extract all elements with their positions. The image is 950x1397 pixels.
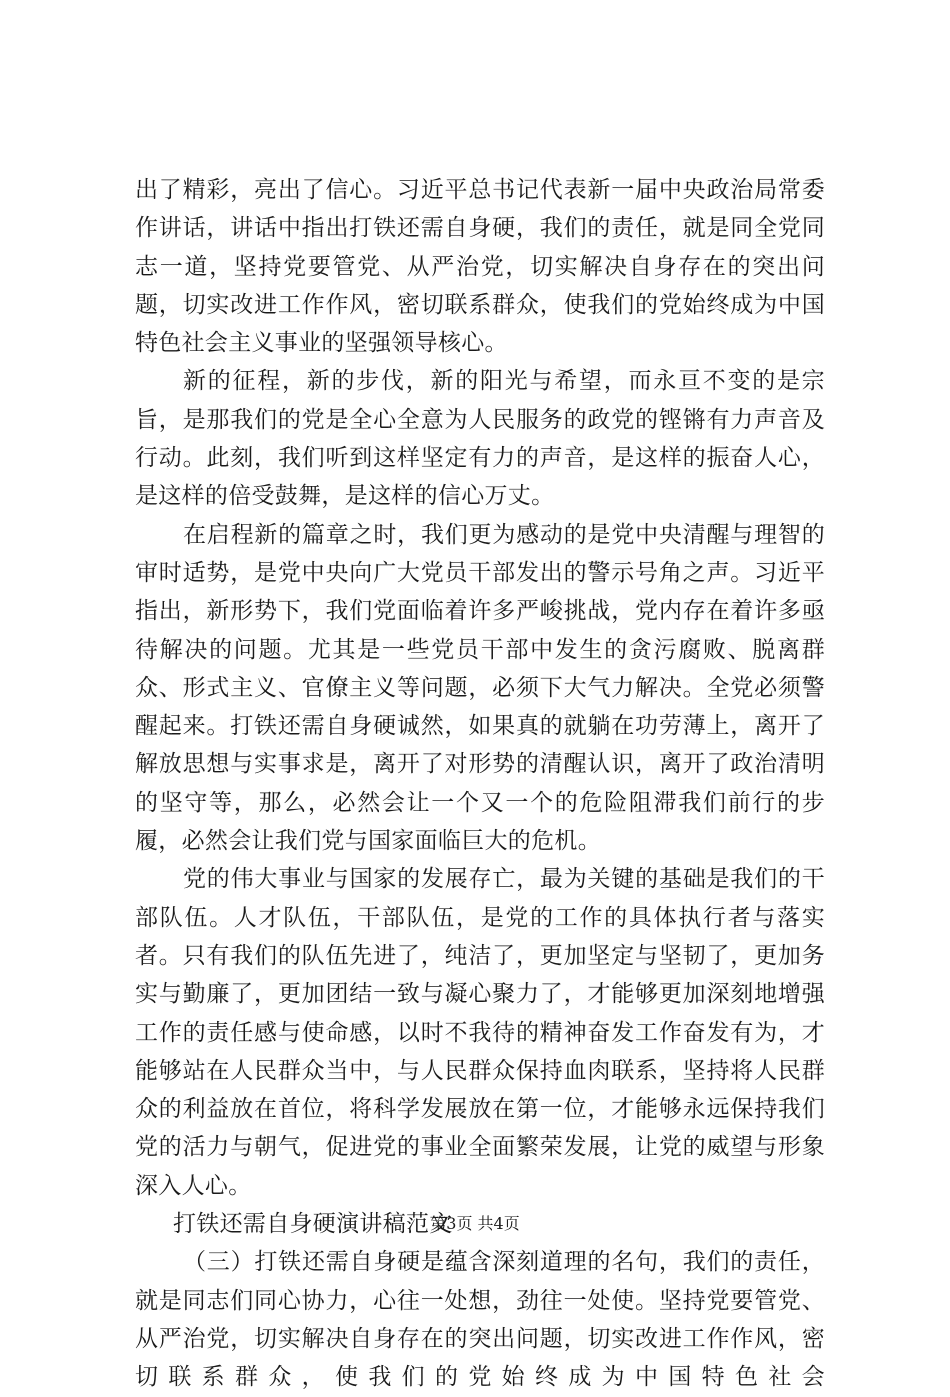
page-footer: 第3页 共4页 [430,1214,520,1233]
paragraph-cadre-team: 党的伟大事业与国家的发展存亡，最为关键的基础是我们的干部队伍。人才队伍，干部队伍，是党的工作的具体执行者与落实者。只有我们的队伍先进了，纯洁了，更加坚定与坚韧了，更加务实与勤廉了，更加团结一致与凝心聚力了，才能够更加深刻地增强工作的责任感与使命感，以时不我待的精神奋发工作奋发有为，才能够站在人民群众当中，与人民群众保持血肉联系，坚持将人民群众的利益放在首位，将科学发展放在第一位，才能够永远保持我们党的活力与朝气，促进党的事业全面繁荣发展，让党的威望与形象深入人心。 [135,866,825,1199]
section-heading: 打铁还需自身硬演讲稿范文 [173,1211,453,1238]
document-body [135,171,825,1397]
paragraph-continuation: 出了精彩，亮出了信心。习近平总书记代表新一届中央政治局常委作讲话，讲话中指出打铁还需自身硬，我们的责任，就是同全党同志一道，坚持党要管党、从严治党，切实解决自身存在的突出问题，切实改进工作作风，密切联系群众，使我们的党始终成为中国特色社会主义事业的坚强领导核心。 [135,177,825,357]
paragraph-new-chapter: 在启程新的篇章之时，我们更为感动的是党中央清醒与理智的审时适势，是党中央向广大党员干部发出的警示号角之声。习近平指出，新形势下，我们党面临着许多严峻挑战，党内存在着许多亟待解决的问题。尤其是一些党员干部中发生的贪污腐败、脱离群众、形式主义、官僚主义等问题，必须下大气力解决。全党必须警醒起来。打铁还需自身硬诚然，如果真的就躺在功劳薄上，离开了解放思想与实事求是，离开了对形势的清醒认识，离开了政治清明的坚守等，那么，必然会让一个又一个的危险阻滞我们前行的步履，必然会让我们党与国家面临巨大的危机。 [135,521,825,855]
paragraph-part-three: （三）打铁还需自身硬是蕴含深刻道理的名句，我们的责任，就是同志们同心协力，心往一处想，劲往一处使。坚持党要管党、从严治党，切实解决自身存在的突出问题，切实改进工作作风，密切联系群众，使我们的党始终成为中国特色社会 [135,1249,825,1391]
paragraph-new-journey: 新的征程，新的步伐，新的阳光与希望，而永亘不变的是宗旨，是那我们的党是全心全意为人民服务的政党的铿锵有力声音及行动。此刻，我们听到这样坚定有力的声音，是这样的振奋人心，是这样的倍受鼓舞，是这样的信心万丈。 [135,368,825,510]
